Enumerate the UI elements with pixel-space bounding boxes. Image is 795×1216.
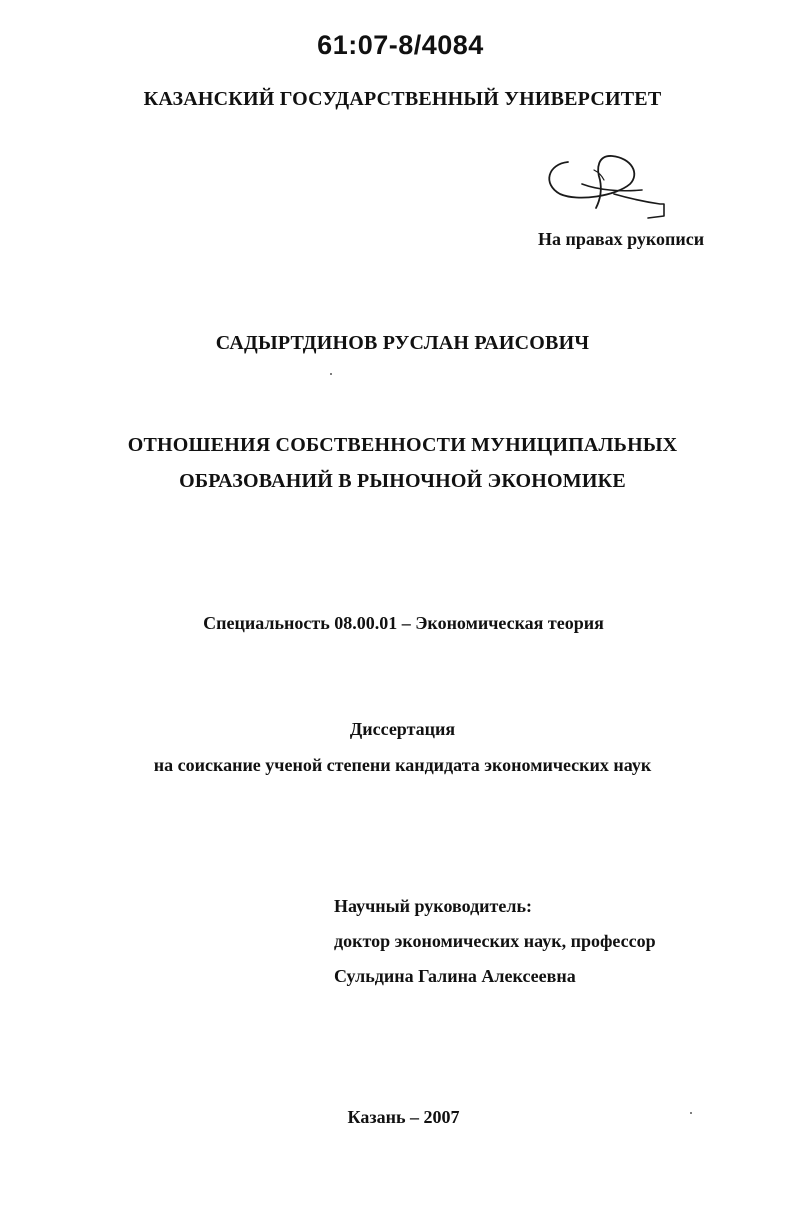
manuscript-rights-note: На правах рукописи <box>538 229 705 249</box>
scan-speck <box>330 373 332 375</box>
university-name: КАЗАНСКИЙ ГОСУДАРСТВЕННЫЙ УНИВЕРСИТЕТ <box>143 88 662 110</box>
handwritten-signature <box>538 150 678 230</box>
shelfmark-number: 61:07-8/4084 <box>317 30 484 60</box>
dissertation-label: Диссертация <box>349 719 456 739</box>
city-year: Казань – 2007 <box>347 1107 460 1127</box>
advisor-heading: Научный руководитель: <box>334 896 532 916</box>
advisor-name: Сульдина Галина Алексеевна <box>334 966 576 986</box>
author-name: САДЫРТДИНОВ РУСЛАН РАИСОВИЧ <box>215 332 590 354</box>
scan-speck <box>690 1112 692 1114</box>
advisor-degree: доктор экономических наук, профессор <box>334 931 656 951</box>
dissertation-title-line: ОБРАЗОВАНИЙ В РЫНОЧНОЙ ЭКОНОМИКЕ <box>179 470 626 492</box>
dissertation-title-line: ОТНОШЕНИЯ СОБСТВЕННОСТИ МУНИЦИПАЛЬНЫХ <box>127 434 678 456</box>
specialty-line: Специальность 08.00.01 – Экономическая теория <box>203 613 604 633</box>
degree-purpose-line: на соискание ученой степени кандидата экономических наук <box>153 755 652 775</box>
